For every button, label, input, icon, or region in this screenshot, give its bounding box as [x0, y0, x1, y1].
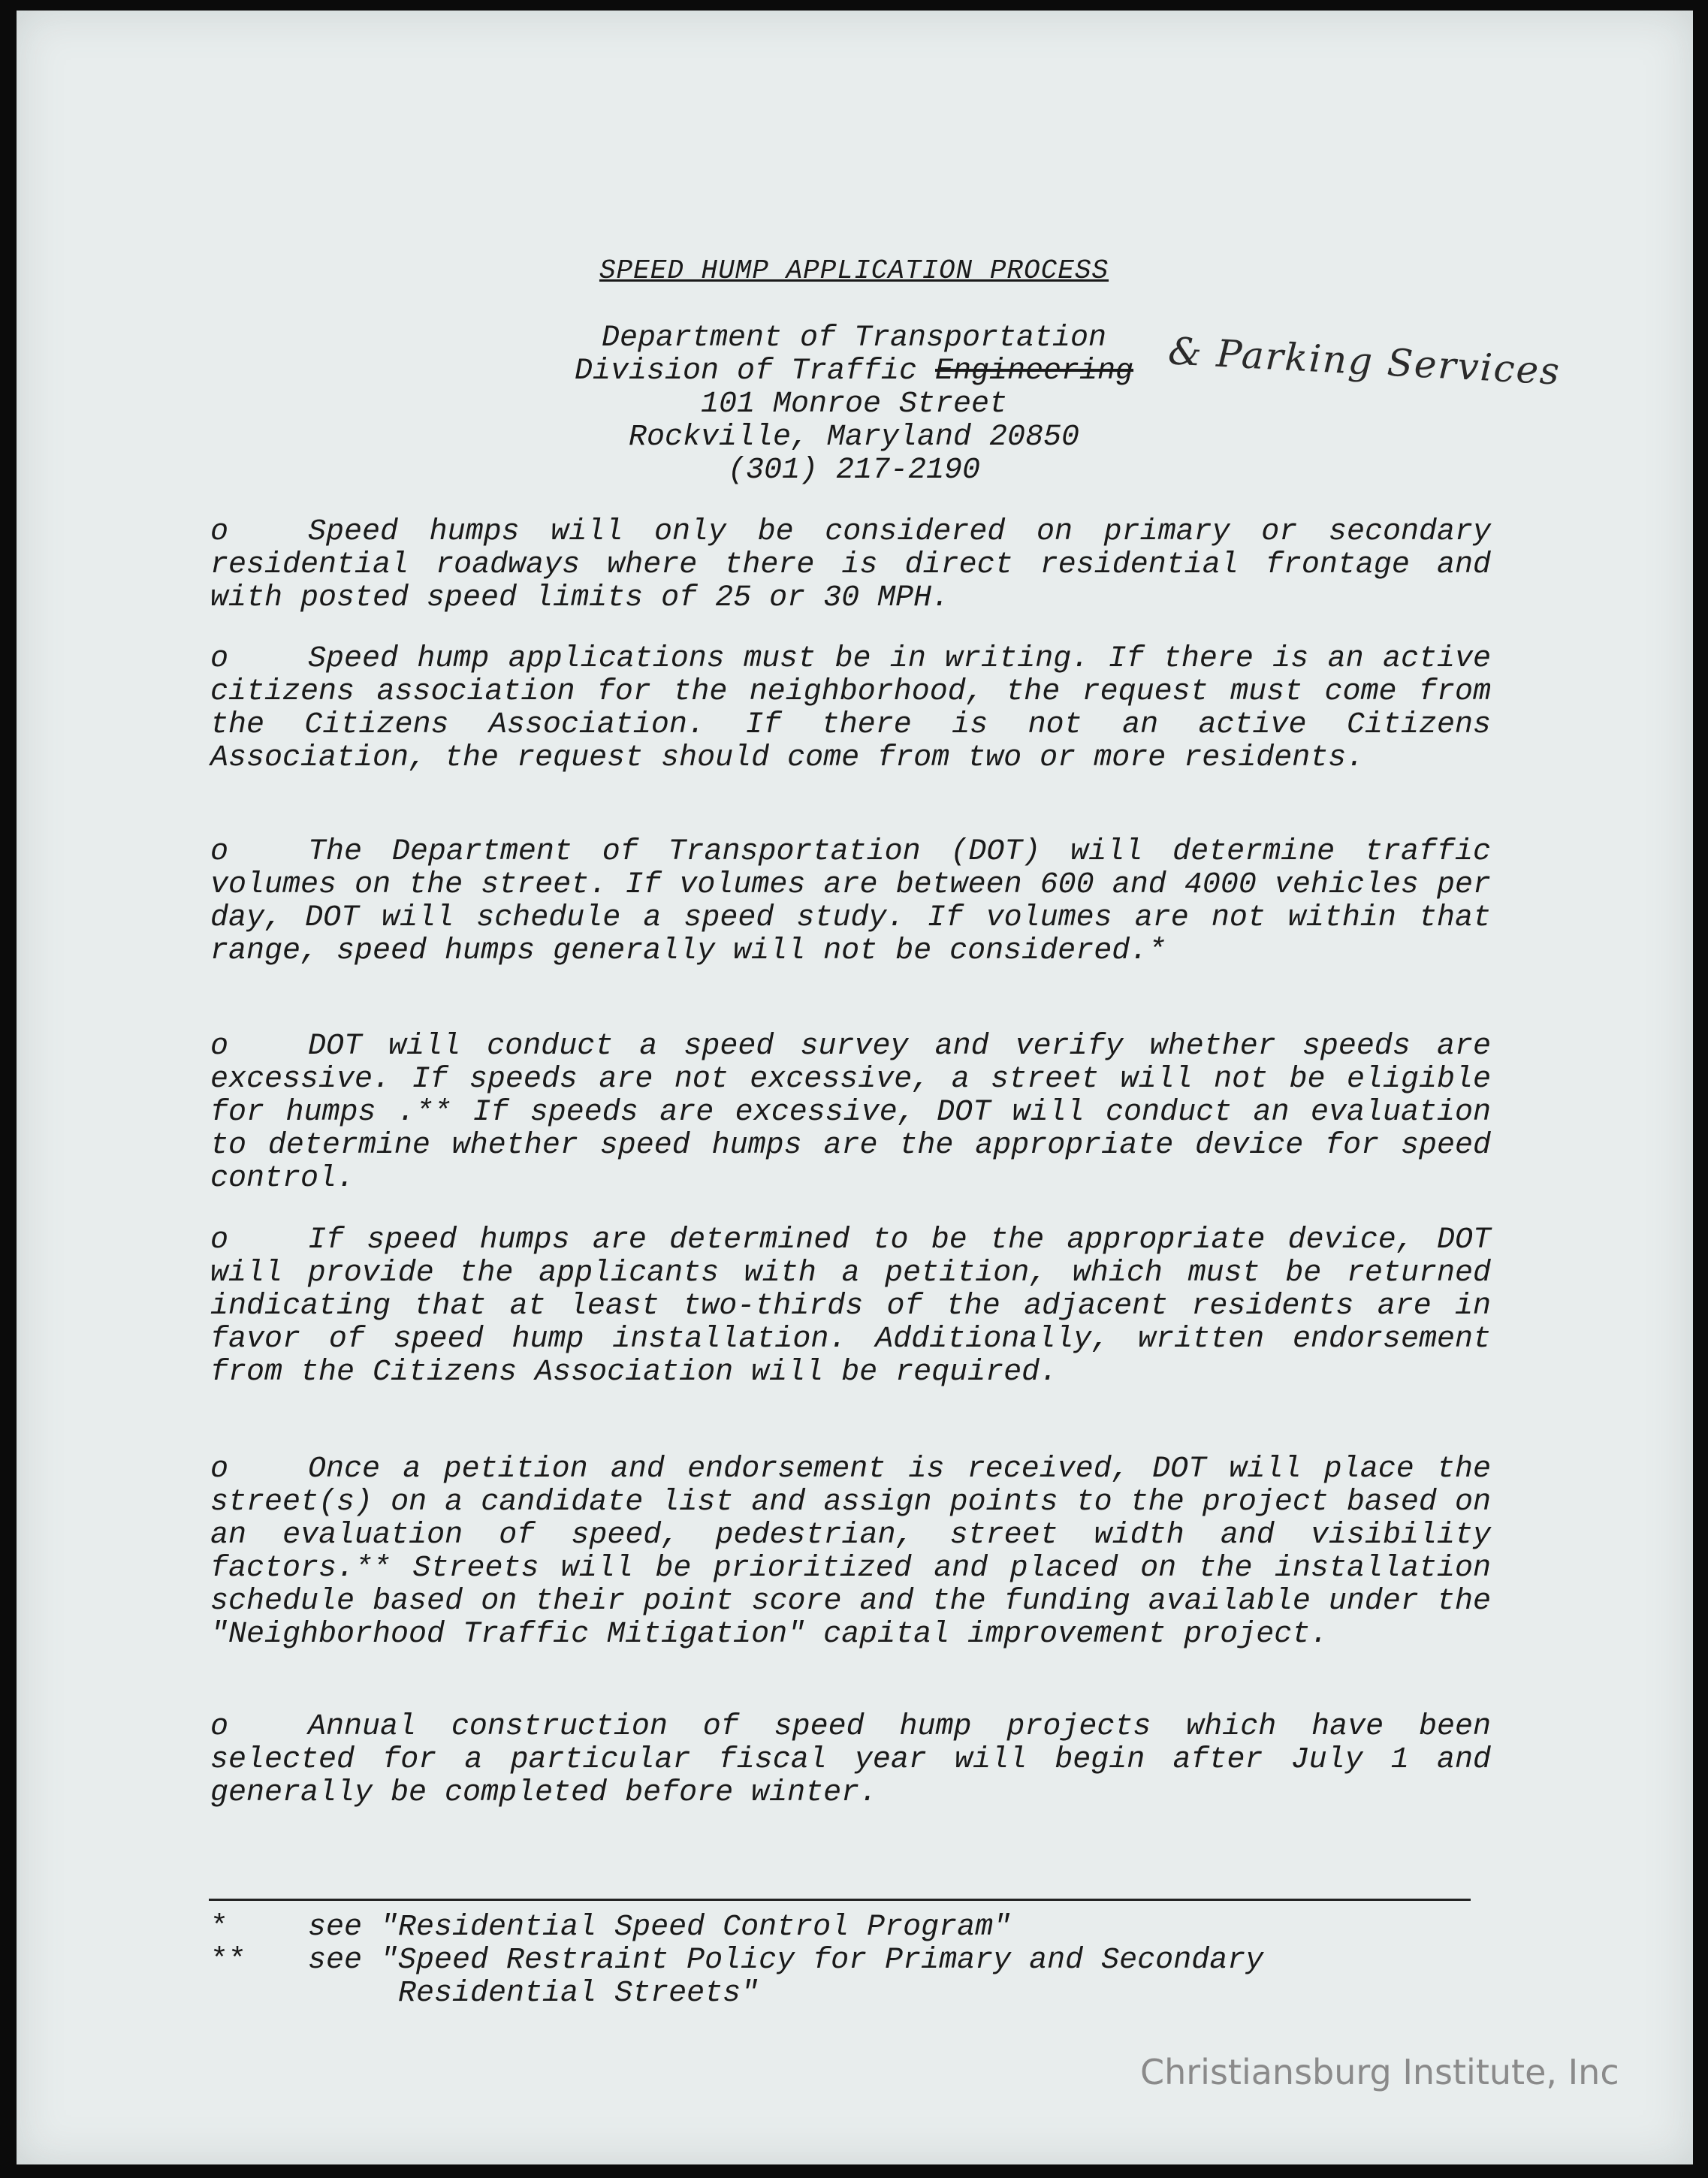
- watermark: Christiansburg Institute, Inc: [1140, 2052, 1619, 2092]
- footnote-divider: [209, 1899, 1471, 1901]
- footnote-2-continued: Residential Streets": [308, 1977, 759, 2011]
- handwritten-annotation: & Parking Services: [1166, 329, 1562, 394]
- paragraph-writing: o Speed hump applications must be in writing. If there is an active citizens association for the neighborhood, the request must come from the Citizens Association. If there is not an active Citizens Association, the request should come from two or more residents.: [210, 642, 1491, 775]
- address-line-city: Rockville, Maryland 20850: [628, 421, 1080, 454]
- document-title: SPEED HUMP APPLICATION PROCESS: [599, 255, 1109, 286]
- footnote-2: ** see "Speed Restraint Policy for Primary and Secondary: [210, 1944, 1264, 1977]
- paragraph-candidate-list: o Once a petition and endorsement is received, DOT will place the street(s) on a candidate list and assign points to the project based on an evaluation of speed, pedestrian, street width and visibility factors.** Streets will be prioritized and placed on the installation schedule based on their point score and the funding available under the "Neighborhood Traffic Mitigation" capital improvement project.: [210, 1453, 1491, 1652]
- struck-word: Engineering: [935, 354, 1134, 388]
- paragraph-construction: o Annual construction of speed hump projects which have been selected for a particular fiscal year will begin after July 1 and generally be completed before winter.: [210, 1710, 1491, 1810]
- paragraph-eligibility: o Speed humps will only be considered on primary or secondary residential roadways where there is direct residential frontage and with posted speed limits of 25 or 30 MPH.: [210, 515, 1491, 615]
- footnote-1: * see "Residential Speed Control Program": [210, 1911, 1012, 1944]
- address-line-division: Division of Traffic Engineering: [574, 354, 1134, 388]
- address-line-street: 101 Monroe Street: [700, 388, 1008, 421]
- address-line-phone: (301) 217-2190: [727, 454, 981, 487]
- paragraph-petition: o If speed humps are determined to be the appropriate device, DOT will provide the applicants with a petition, which must be returned indicating that at least two-thirds of the adjacent residents are in favor of speed hump installation. Additionally, written endorsement from the Citizens Association will be required.: [210, 1223, 1491, 1389]
- address-line-department: Department of Transportation: [601, 321, 1107, 355]
- paragraph-volumes: o The Department of Transportation (DOT) will determine traffic volumes on the street. If volumes are between 600 and 4000 vehicles per day, DOT will schedule a speed study. If volumes are not within that range, speed humps generally will not be considered.*: [210, 835, 1491, 968]
- paragraph-speed-survey: o DOT will conduct a speed survey and verify whether speeds are excessive. If speeds are not excessive, a street will not be eligible for humps .** If speeds are excessive, DOT will conduct an evaluation to determine whether speed humps are the appropriate device for speed control.: [210, 1030, 1491, 1196]
